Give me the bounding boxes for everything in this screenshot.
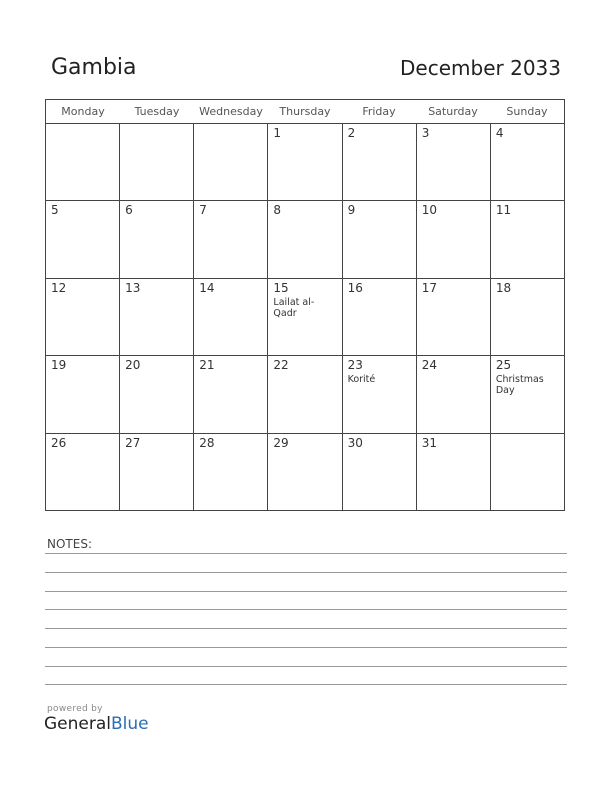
day-number: 11 (495, 203, 512, 218)
day-cell (417, 201, 491, 277)
day-number: 20 (125, 358, 141, 373)
month-title: December 2033 (400, 56, 561, 80)
weekday-label: Thursday (279, 105, 331, 118)
day-number: 28 (199, 435, 215, 450)
day-cell (120, 356, 194, 432)
country-title: Gambia (51, 55, 137, 80)
day-cell (120, 124, 194, 200)
day-cell (120, 201, 194, 277)
notes-line (45, 647, 567, 648)
day-number: 31 (421, 435, 437, 450)
day-cell (491, 434, 564, 510)
day-number: 16 (347, 280, 363, 295)
day-number: 10 (421, 203, 437, 218)
day-number: 19 (51, 358, 67, 373)
day-cell (491, 201, 564, 277)
day-cell (46, 124, 120, 200)
day-number: 2 (347, 126, 356, 140)
calendar-body (46, 124, 564, 510)
day-cell (343, 434, 417, 510)
day-cell (46, 434, 120, 510)
day-number: 6 (125, 203, 133, 218)
calendar-week-row (46, 124, 564, 201)
day-cell (417, 356, 491, 432)
day-cell (46, 201, 120, 277)
day-number: 14 (199, 280, 215, 295)
day-number: 22 (273, 358, 289, 373)
day-number: 8 (273, 203, 282, 218)
day-number: 18 (495, 280, 512, 295)
day-cell (194, 434, 268, 510)
day-cell (343, 279, 417, 355)
calendar-week-row (46, 434, 564, 510)
day-cell (343, 356, 417, 432)
day-number: 27 (125, 435, 141, 450)
day-cell (46, 356, 120, 432)
day-cell (268, 434, 342, 510)
brand-blue: Blue (111, 714, 149, 734)
day-number: 24 (421, 358, 437, 373)
day-number: 23 (347, 358, 363, 373)
day-cell (194, 279, 268, 355)
day-number: 17 (421, 280, 437, 295)
holiday-label: Lailat al-Qadr (273, 296, 315, 319)
day-cell (417, 124, 491, 200)
calendar-week-row (46, 356, 564, 433)
day-cell (194, 124, 268, 200)
weekday-label: Saturday (428, 105, 478, 118)
day-cell (417, 279, 491, 355)
day-cell (120, 434, 194, 510)
notes-line (45, 572, 567, 573)
weekday-label: Wednesday (199, 105, 263, 118)
weekday-label: Monday (61, 105, 105, 118)
calendar-week-row (46, 201, 564, 278)
day-number: 4 (495, 126, 504, 140)
day-number: 29 (273, 435, 289, 450)
weekday-header (46, 100, 564, 124)
day-number: 7 (199, 203, 207, 218)
brand-general: General (44, 714, 111, 734)
day-cell (491, 124, 564, 200)
day-number: 25 (495, 358, 512, 373)
day-cell (343, 201, 417, 277)
day-cell (194, 201, 268, 277)
day-number: 9 (347, 203, 356, 218)
day-cell (491, 279, 564, 355)
notes-label: NOTES: (47, 537, 92, 551)
day-cell (268, 124, 342, 200)
day-number: 5 (51, 203, 59, 218)
day-number: 3 (421, 126, 430, 140)
day-number: 26 (51, 435, 67, 450)
weekday-label: Friday (362, 105, 396, 118)
powered-by-text: powered by (47, 704, 103, 714)
calendar-week-row (46, 279, 564, 356)
notes-line (45, 684, 567, 685)
day-number: 12 (51, 280, 67, 295)
weekday-label: Sunday (506, 105, 548, 118)
notes-line (45, 553, 567, 554)
day-cell (120, 279, 194, 355)
brand-name (44, 714, 149, 734)
day-number: 13 (125, 280, 141, 295)
day-cell (343, 124, 417, 200)
day-cell (417, 434, 491, 510)
day-number: 30 (347, 435, 363, 450)
holiday-label: Christmas Day (495, 374, 544, 397)
day-cell (268, 356, 342, 432)
day-cell (268, 279, 342, 355)
day-number: 21 (199, 358, 215, 373)
day-cell (268, 201, 342, 277)
notes-line (45, 628, 567, 629)
day-number: 15 (273, 280, 289, 295)
holiday-label: Korité (347, 374, 376, 386)
calendar-grid (45, 99, 565, 511)
notes-line (45, 591, 567, 592)
weekday-label: Tuesday (134, 105, 180, 118)
day-number: 1 (273, 126, 282, 140)
day-cell (491, 356, 564, 432)
notes-line (45, 666, 567, 667)
day-cell (46, 279, 120, 355)
day-cell (194, 356, 268, 432)
notes-line (45, 609, 567, 610)
generalblue-logo (44, 704, 149, 734)
